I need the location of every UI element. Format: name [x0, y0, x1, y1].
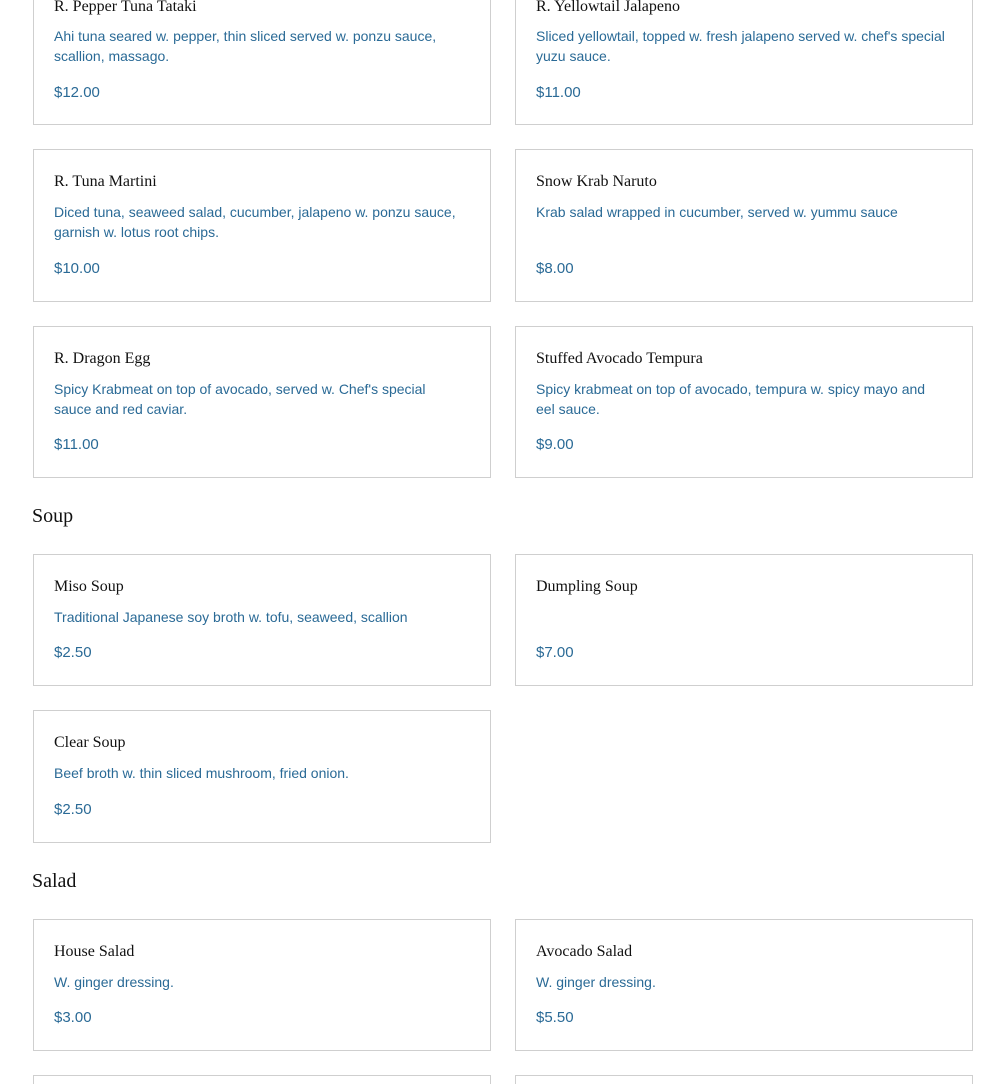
- menu-item-price: $5.50: [536, 1009, 574, 1026]
- menu-item-description: Beef broth w. thin sliced mushroom, fried onion.: [54, 765, 349, 781]
- menu-item-price: $2.50: [54, 644, 92, 661]
- menu-item-name: Miso Soup: [54, 578, 124, 595]
- menu-item-card-partial[interactable]: [33, 1075, 491, 1084]
- menu-item-name: R. Pepper Tuna Tataki: [54, 0, 197, 15]
- menu-item-price: $12.00: [54, 84, 100, 101]
- menu-item-description: Spicy Krabmeat on top of avocado, served w. Chef's special sauce and red caviar.: [54, 381, 426, 417]
- menu-item-price: $11.00: [54, 436, 99, 453]
- menu-item-description: Krab salad wrapped in cucumber, served w. yummu sauce: [536, 204, 898, 220]
- menu-item-card[interactable]: [33, 710, 491, 843]
- menu-item-card[interactable]: [515, 326, 973, 478]
- menu-item-price: $9.00: [536, 436, 574, 453]
- menu-item-price: $11.00: [536, 84, 581, 101]
- menu-item-description: W. ginger dressing.: [54, 974, 174, 990]
- menu-item-description: W. ginger dressing.: [536, 974, 656, 990]
- menu-item-description: Ahi tuna seared w. pepper, thin sliced served w. ponzu sauce, scallion, massago.: [54, 28, 437, 64]
- menu-item-card[interactable]: [33, 149, 491, 302]
- section-title-salad: Salad: [32, 870, 77, 892]
- menu-item-name: Avocado Salad: [536, 943, 633, 960]
- menu-item-name: Stuffed Avocado Tempura: [536, 350, 703, 367]
- menu-item-card[interactable]: [33, 919, 491, 1051]
- menu-item-name: R. Yellowtail Jalapeno: [536, 0, 680, 15]
- menu-item-card[interactable]: [515, 149, 973, 302]
- menu-item-price: $2.50: [54, 801, 92, 818]
- menu-item-card[interactable]: [515, 554, 973, 686]
- menu-item-price: $8.00: [536, 260, 574, 277]
- menu-item-name: R. Dragon Egg: [54, 350, 151, 367]
- menu-item-name: Clear Soup: [54, 734, 126, 751]
- menu-item-card-partial[interactable]: [515, 1075, 973, 1084]
- menu-item-name: R. Tuna Martini: [54, 173, 157, 190]
- menu-item-card[interactable]: [33, 0, 491, 125]
- menu-item-description: Spicy krabmeat on top of avocado, tempura w. spicy mayo and eel sauce.: [536, 381, 926, 417]
- menu-item-name: Snow Krab Naruto: [536, 173, 657, 190]
- menu-item-description: Traditional Japanese soy broth w. tofu, seaweed, scallion: [54, 609, 408, 625]
- menu-item-name: Dumpling Soup: [536, 578, 638, 595]
- menu-item-card[interactable]: [515, 0, 973, 125]
- menu-item-card[interactable]: [515, 919, 973, 1051]
- menu-item-price: $10.00: [54, 260, 100, 277]
- menu-item-card[interactable]: [33, 326, 491, 478]
- menu-item-description: Sliced yellowtail, topped w. fresh jalapeno served w. chef's special yuzu sauce.: [536, 28, 945, 64]
- menu-item-description: Diced tuna, seaweed salad, cucumber, jalapeno w. ponzu sauce, garnish w. lotus root chips.: [54, 204, 456, 240]
- menu-item-price: $7.00: [536, 644, 574, 661]
- menu-item-price: $3.00: [54, 1009, 92, 1026]
- menu-item-card[interactable]: [33, 554, 491, 686]
- section-title-soup: Soup: [32, 505, 74, 527]
- menu-item-name: House Salad: [54, 943, 135, 960]
